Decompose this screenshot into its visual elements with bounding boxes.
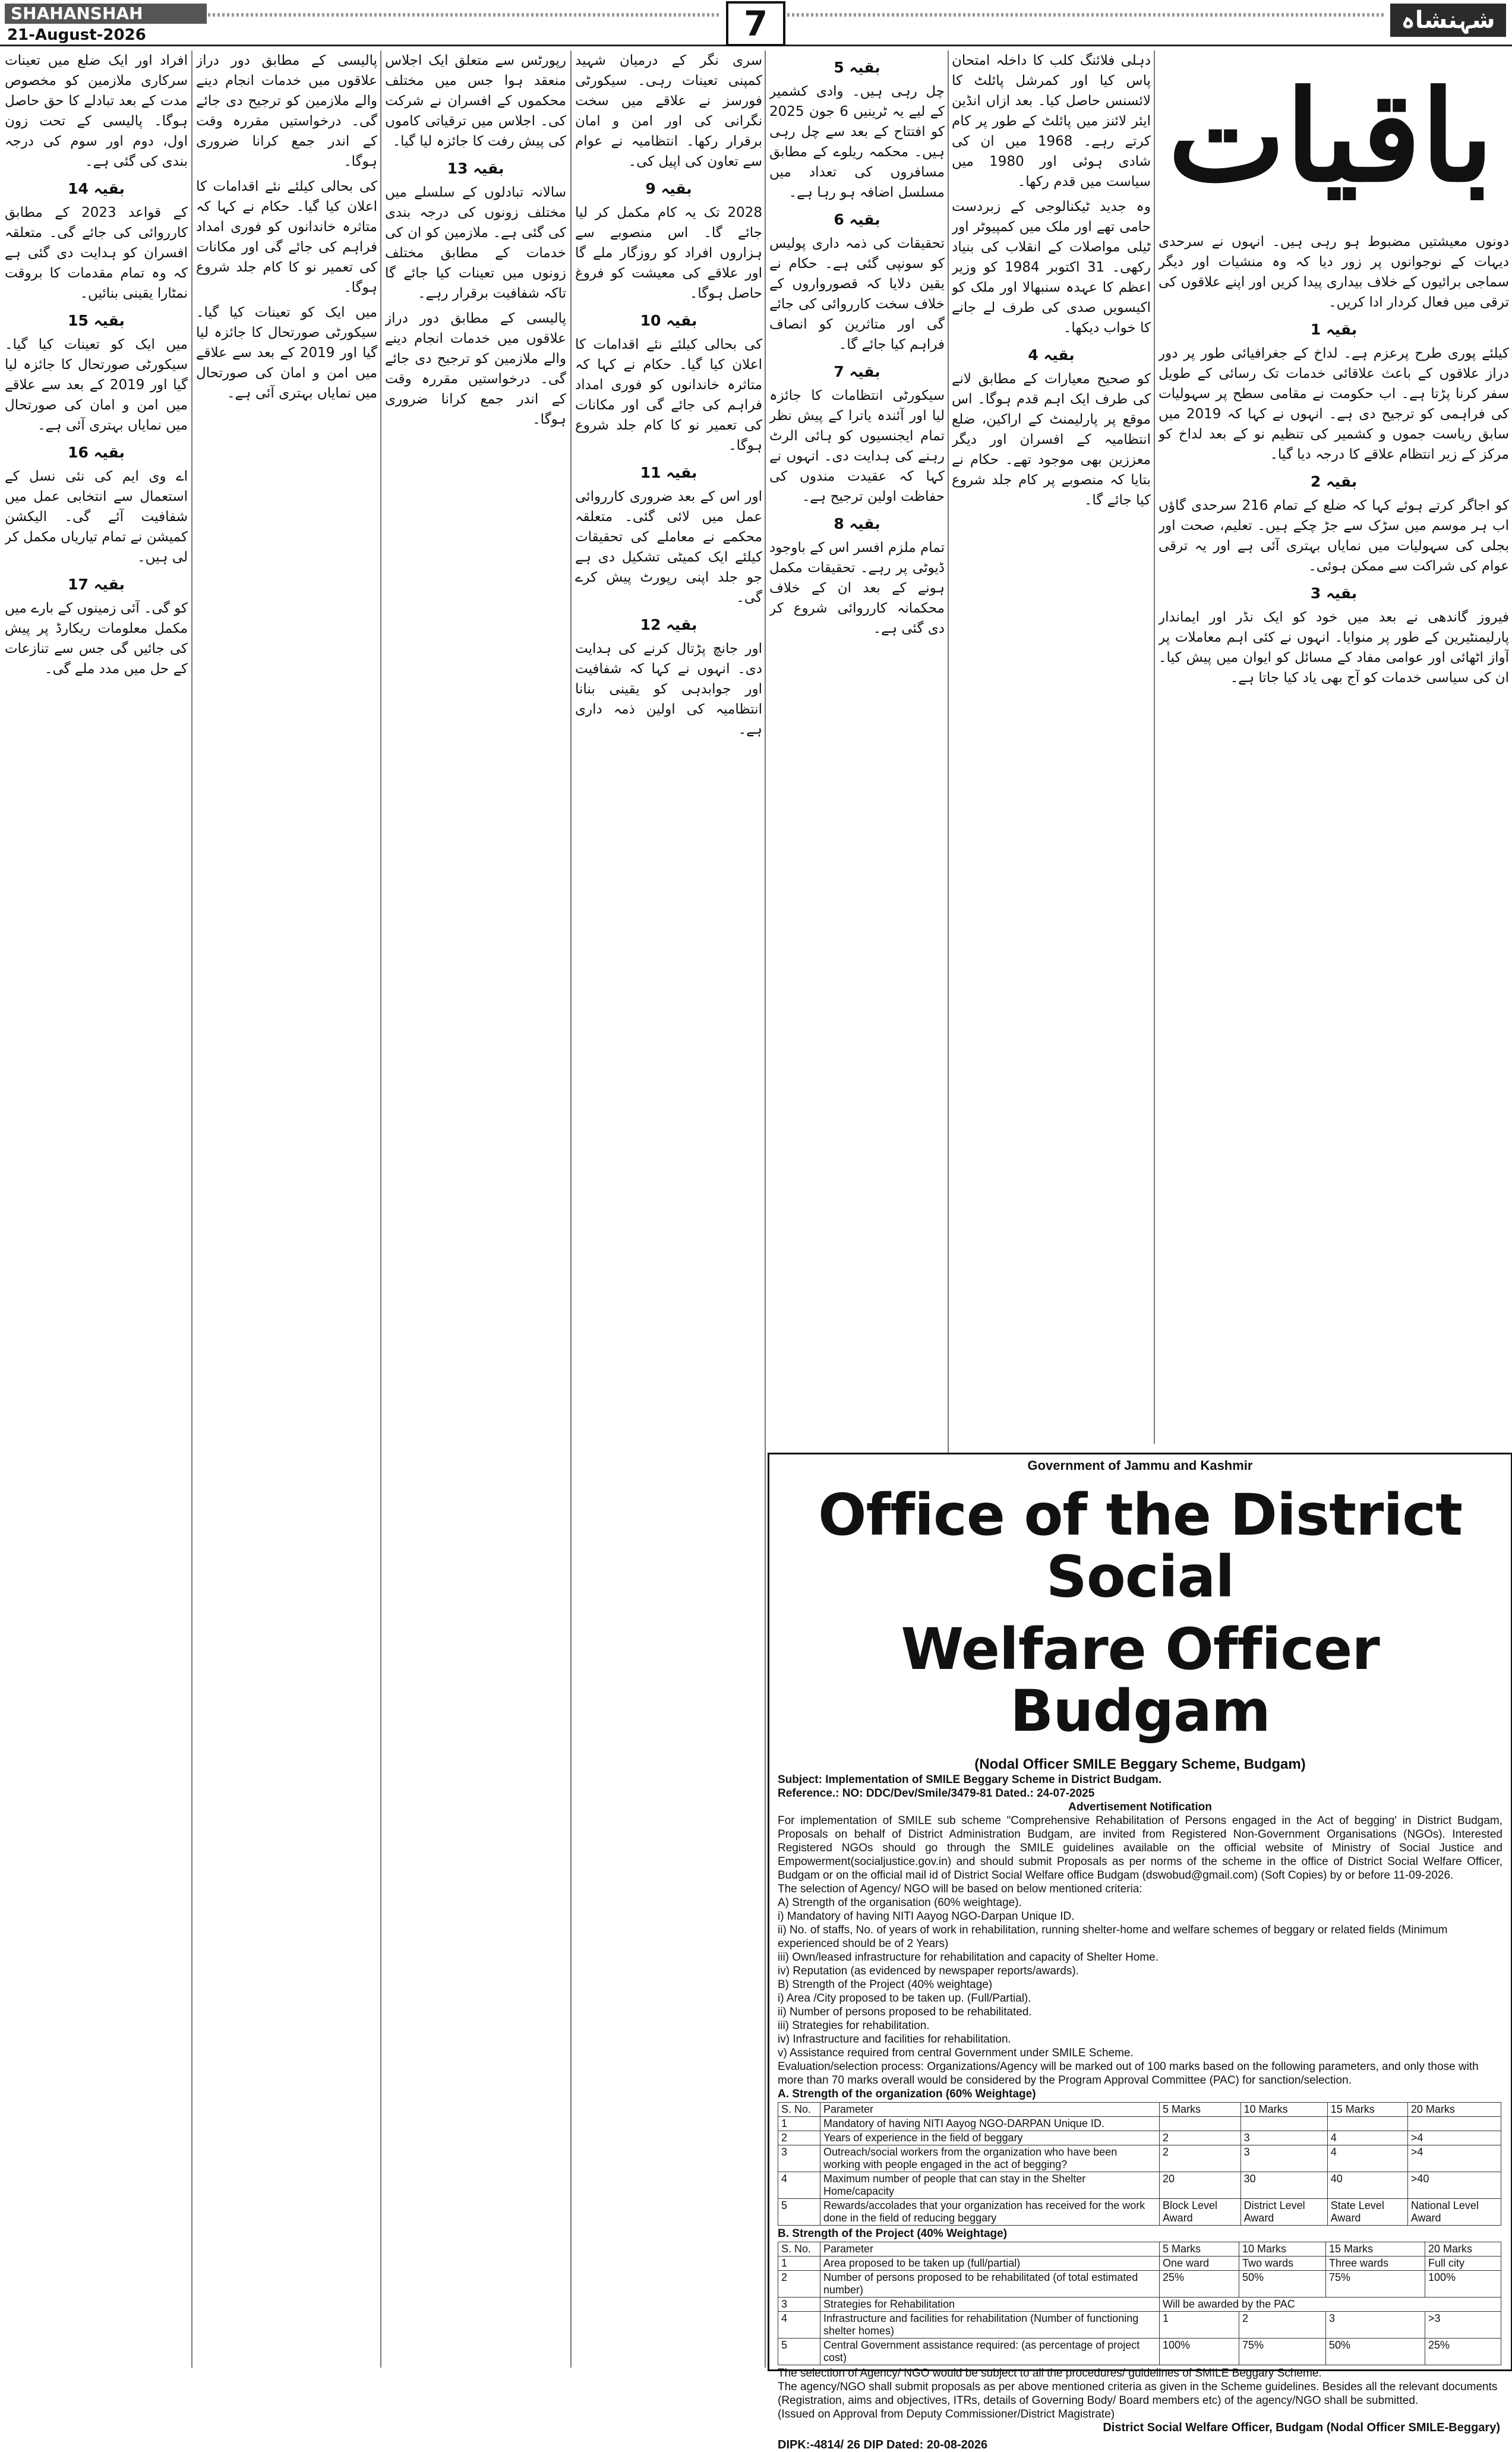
table-cell: 3	[1240, 2145, 1327, 2172]
page-title: باقیات	[1168, 63, 1494, 210]
table-header-cell: Parameter	[820, 2103, 1160, 2117]
ad-table-b	[778, 2242, 1501, 2365]
paragraph: سالانہ تبادلوں کے سلسلے میں مختلف زونوں کی درجہ بندی کی گئی ہے۔ ملازمین کو ان کی خدمات کے مطابق مختلف زونوں میں تعینات کیا جائے گا تاکہ شفافیت برقرار رہے۔	[385, 185, 566, 301]
table-cell: 50%	[1239, 2271, 1325, 2298]
paragraph: تمام ملزم افسر اس کے باوجود ڈیوٹی پر رہے۔ تحقیقات مکمل ہونے کے بعد ان کے خلاف محکمانہ کارروائی شروع کر دی گئی ہے۔	[769, 540, 945, 636]
ad-criteria-item: iii) Strategies for rehabilitation.	[778, 2019, 930, 2032]
table-header-cell: S. No.	[778, 2103, 820, 2117]
paragraph: کی بحالی کیلئے نئے اقدامات کا اعلان کیا گیا۔ حکام نے کہا کہ متاثرہ خاندانوں کو فوری امداد فراہم کی جائے گی اور مکانات کی تعمیر نو کا کام جلد شروع ہوگا۔	[196, 179, 377, 295]
paragraph: پالیسی کے مطابق دور دراز علاقوں میں خدمات انجام دینے والے ملازمین کو ترجیح دی جائے گی۔ درخواستیں مقررہ وقت کے اندر جمع کرانا ضروری ہوگا۔	[196, 53, 377, 169]
table-cell: Three wards	[1325, 2257, 1425, 2271]
table-cell: >3	[1425, 2312, 1501, 2339]
continuation-heading: بقیہ 12	[640, 616, 697, 633]
table-cell: Central Government assistance required: (as percentage of project cost)	[820, 2339, 1160, 2365]
table-row	[778, 2199, 1501, 2226]
table-row	[778, 2117, 1501, 2131]
government-advertisement	[768, 1453, 1512, 2451]
table-row	[778, 2298, 1501, 2312]
table-cell: >4	[1407, 2131, 1501, 2145]
table-cell: Strategies for Rehabilitation	[820, 2298, 1160, 2312]
paragraph: میں ایک کو تعینات کیا گیا۔ سیکورٹی صورتحال کا جائزہ لیا گیا اور 2019 کے بعد سے علاقے میں امن و امان کی صورتحال میں نمایاں بہتری آئی ہے۔	[196, 305, 377, 401]
table-cell: 5	[778, 2199, 820, 2226]
ad-evaluation-paragraph: Evaluation/selection process: Organizations/Agency will be marked out of 100 marks based on the following parameters, and only those with more than 70 marks overall would be considered by the Program Approval Committee (PAC) for sanction/selection.	[778, 2060, 1479, 2087]
paragraph: پالیسی کے مطابق دور دراز علاقوں میں خدمات انجام دینے والے ملازمین کو ترجیح دی جائے گی۔ درخواستیں مقررہ وقت کے اندر جمع کرانا ضروری ہوگا۔	[385, 311, 566, 427]
table-cell: Full city	[1425, 2257, 1501, 2271]
ad-criteria-item: v) Assistance required from central Government under SMILE Scheme.	[778, 2047, 1134, 2059]
ad-criteria-intro: The selection of Agency/ NGO will be based on below mentioned criteria:	[778, 1883, 1142, 1895]
continuation-heading: بقیہ 16	[68, 444, 125, 461]
table-header-cell: 10 Marks	[1240, 2103, 1327, 2117]
paragraph: میں ایک کو تعینات کیا گیا۔ سیکورٹی صورتحال کا جائزہ لیا گیا اور 2019 کے بعد سے علاقے میں امن و امان کی صورتحال میں نمایاں بہتری آئی ہے۔	[5, 337, 188, 433]
paragraph: کیلئے پوری طرح پرعزم ہے۔ لداخ کے جغرافیائی طور پر دور دراز علاقوں کے باعث علاقائی خدمات تک رسائی کے طویل سفر کرنا پڑتا ہے۔ اب حکومت نے مقامی سطح پر سہولیات کی فراہمی کو ترجیح دی ہے۔ انہوں نے کہا کہ 2019 میں سابق ریاست جموں و کشمیر کی تنظیم نو کے بعد لداخ کو مرکز کے زیر انتظام علاقے کا درجہ دیا گیا۔	[1159, 346, 1509, 462]
paper-logo: شہنشاہ	[1390, 4, 1506, 37]
article-column-1	[1159, 232, 1509, 1444]
paragraph: اے وی ایم کی نئی نسل کے استعمال سے انتخابی عمل میں شفافیت آئے گی۔ الیکشن کمیشن نے تمام تیاریاں مکمل کر لی ہیں۔	[5, 469, 188, 565]
table-cell: 3	[778, 2298, 820, 2312]
table-cell: Mandatory of having NITI Aayog NGO-DARPAN Unique ID.	[820, 2117, 1160, 2131]
table-header-cell: 20 Marks	[1425, 2242, 1501, 2257]
table-cell: Area proposed to be taken up (full/partial)	[820, 2257, 1160, 2271]
paragraph: کی بحالی کیلئے نئے اقدامات کا اعلان کیا گیا۔ حکام نے کہا کہ متاثرہ خاندانوں کو فوری امداد فراہم کی جائے گی اور مکانات کی تعمیر نو کا کام جلد شروع ہوگا۔	[575, 337, 762, 453]
continuation-heading: بقیہ 14	[68, 180, 125, 197]
ad-criteria-item: iv) Reputation (as evidenced by newspaper reports/awards).	[778, 1965, 1079, 1977]
table-cell: 75%	[1325, 2271, 1425, 2298]
table-row	[778, 2257, 1501, 2271]
ad-table-b-title: B. Strength of the Project (40% Weightage)	[778, 2227, 1008, 2240]
table-cell: 3	[778, 2145, 820, 2172]
continuation-heading: بقیہ 4	[1028, 346, 1075, 364]
ad-office-title-line1: Office of the District Social	[817, 1482, 1463, 1610]
table-cell: 2	[778, 2271, 820, 2298]
continuation-heading: بقیہ 1	[1310, 321, 1358, 338]
table-cell: 3	[1240, 2131, 1327, 2145]
paragraph: اور اس کے بعد ضروری کارروائی عمل میں لائی گئی۔ متعلقہ محکمے نے معاملے کی تحقیقات کیلئے ایک کمیٹی تشکیل دی ہے جو جلد اپنی رپورٹ پیش کرے گی۔	[575, 489, 762, 605]
article-column-6	[196, 51, 377, 2368]
table-cell: 1	[1160, 2312, 1239, 2339]
table-row	[778, 2312, 1501, 2339]
ad-dipk-number: DIPK:-4814/ 26 DIP Dated: 20-08-2026	[778, 2438, 988, 2451]
page-header	[0, 0, 1512, 46]
paragraph: کو صحیح معیارات کے مطابق لانے کی طرف ایک اہم قدم ہوگا۔ اس موقع پر پارلیمنٹ کے اراکین، ضلع انتظامیہ کے افسران اور دیگر معززین بھی موجود تھے۔ حکام نے بتایا کہ منصوبے پر کام جلد شروع کیا جائے گا۔	[952, 371, 1151, 508]
header-rule-left	[208, 13, 719, 17]
continuation-heading: بقیہ 15	[68, 312, 125, 329]
paragraph: سری نگر کے درمیان شہید کمپنی تعینات رہی۔ سیکورٹی فورسز نے علاقے میں سخت نگرانی کی اور امن و امان برقرار رکھا۔ انتظامیہ نے عوام سے تعاون کی اپیل کی۔	[575, 53, 762, 169]
article-column-3	[575, 51, 762, 2368]
table-cell: 4	[1327, 2145, 1407, 2172]
table-cell: Number of persons proposed to be rehabilitated (of total estimated number)	[820, 2271, 1160, 2298]
article-column-2b	[769, 51, 945, 1447]
table-cell: 2	[1239, 2312, 1325, 2339]
table-row	[778, 2131, 1501, 2145]
table-cell: 4	[778, 2312, 820, 2339]
table-cell: 3	[1325, 2312, 1425, 2339]
table-cell	[1407, 2117, 1501, 2131]
paper-name: SHAHANSHAH	[5, 4, 207, 24]
ad-criteria-item: i) Area /City proposed to be taken up. (Full/Partial).	[778, 1992, 1031, 2005]
table-header-cell: S. No.	[778, 2242, 820, 2257]
page-number: 7	[726, 1, 785, 46]
table-cell: District Level Award	[1240, 2199, 1327, 2226]
continuation-heading: بقیہ 9	[645, 180, 692, 197]
issue-date: 21-August-2026	[7, 26, 146, 44]
ad-footer-note: (Issued on Approval from Deputy Commissioner/District Magistrate)	[778, 2408, 1115, 2421]
paragraph: سیکورٹی انتظامات کا جائزہ لیا اور آئندہ یاترا کے پیش نظر تمام ایجنسیوں کو ہائی الرٹ رہنے کی ہدایت دی۔ انہوں نے کہا کہ عقیدت مندوں کی حفاظت اولین ترجیح ہے۔	[769, 388, 945, 504]
paragraph: کو اجاگر کرتے ہوئے کہا کہ ضلع کے تمام 216 سرحدی گاؤں اب ہر موسم میں سڑک سے جڑ چکے ہیں۔ تعلیم، صحت اور بجلی کی سہولیات میں نمایاں بہتری آئی ہے اور یہ ترقی عوام کی شراکت سے ممکن ہوئی۔	[1159, 498, 1509, 574]
table-row	[778, 2145, 1501, 2172]
ad-criteria-item: ii) No. of staffs, No. of years of work in rehabilitation, running shelter-home and welfare schemes of beggary or related fields (Minimum experienced should be of 2 Years)	[778, 1924, 1448, 1950]
paragraph: تحقیقات کی ذمہ داری پولیس کو سونپی گئی ہے۔ حکام نے یقین دلایا کہ قصورواروں کے خلاف سخت کارروائی کی جائے گی اور متاثرین کو انصاف فراہم کیا جائے گا۔	[769, 236, 945, 352]
table-cell: 1	[778, 2257, 820, 2271]
ad-criteria-item: B) Strength of the Project (40% weightage)	[778, 1978, 993, 1991]
paragraph: کے قواعد 2023 کے مطابق کارروائی کی جائے گی۔ متعلقہ افسران کو ہدایت دی گئی ہے کہ وہ تمام مقدمات کا بروقت نمٹارا یقینی بنائیں۔	[5, 205, 188, 301]
column-separator	[570, 51, 572, 2368]
paragraph: دہلی فلائنگ کلب کا داخلہ امتحان پاس کیا اور کمرشل پائلٹ کا لائسنس حاصل کیا۔ بعد ازاں انڈین ایئر لائنز میں پائلٹ کے طور پر کام کرتے رہے۔ 1968 میں ان کی شادی ہوئی اور 1980 میں سیاست میں قدم رکھا۔	[952, 53, 1151, 190]
table-header-cell: 15 Marks	[1327, 2103, 1407, 2117]
ad-notice-title: Advertisement Notification	[1068, 1801, 1212, 1813]
table-cell	[1240, 2117, 1327, 2131]
table-header-row	[778, 2242, 1501, 2257]
continuation-heading: بقیہ 8	[834, 515, 880, 532]
paragraph: رپورٹس سے متعلق ایک اجلاس منعقد ہوا جس میں مختلف محکموں کے افسران نے شرکت کی۔ اجلاس میں ترقیاتی کاموں کی پیش رفت کا جائزہ لیا گیا۔	[385, 53, 566, 149]
header-rule-right	[787, 13, 1384, 17]
ad-intro-paragraph: For implementation of SMILE sub scheme "Comprehensive Rehabilitation of Persons engaged in the Act of begging' in District Budgam, Proposals on behalf of District Administration Budgam, are invited from Registered Non-Government Organisations (NGOs). Interested Registered NGOs should go through the SMILE guidelines available on the official website of Ministry of Social Justice and Empowerment(socialjustice.gov.in) and should submit Proposals as per norms of the scheme in the office of District Social Welfare Officer, Budgam or on the official mail id of District Social Welfare office Budgam (dswobud@gmail.com) (Soft Copies) by or before 11-09-2026.	[778, 1814, 1502, 1882]
ad-subject: Subject: Implementation of SMILE Beggary Scheme in District Budgam.	[778, 1773, 1162, 1786]
table-cell: >40	[1407, 2172, 1501, 2199]
table-cell: 100%	[1425, 2271, 1501, 2298]
table-cell: 4	[778, 2172, 820, 2199]
ad-table-a	[778, 2102, 1501, 2226]
paragraph: چل رہی ہیں۔ وادی کشمیر کے لیے یہ ٹرینیں 6 جون 2025 کو افتتاح کے بعد سے چل رہی ہیں۔ محکمہ ریلوے کے مطابق مسافروں کی تعداد میں مسلسل اضافہ ہو رہا ہے۔	[769, 84, 945, 200]
table-cell: Maximum number of people that can stay in the Shelter Home/capacity	[820, 2172, 1160, 2199]
article-column-2	[952, 51, 1151, 1447]
ad-criteria-item: iv) Infrastructure and facilities for rehabilitation.	[778, 2033, 1011, 2046]
table-cell: Years of experience in the field of beggary	[820, 2131, 1160, 2145]
table-cell	[1327, 2117, 1407, 2131]
ad-criteria-item: ii) Number of persons proposed to be rehabilitated.	[778, 2006, 1032, 2018]
table-cell: 20	[1160, 2172, 1241, 2199]
article-column-4	[385, 51, 566, 2368]
ad-footer-note: The selection of Agency/ NGO would be subject to all the procedures/ guidelines of SMILE Beggary Scheme.	[778, 2367, 1322, 2380]
continuation-heading: بقیہ 6	[834, 211, 880, 228]
paragraph: کو گی۔ آئی زمینوں کے بارے میں مکمل معلومات ریکارڈ پر پیش کی جائیں گی جس سے تنازعات کے حل میں مدد ملے گی۔	[5, 601, 188, 677]
table-cell: 25%	[1160, 2271, 1239, 2298]
table-cell: State Level Award	[1327, 2199, 1407, 2226]
ad-office-title-line2: Welfare Officer Budgam	[901, 1616, 1380, 1744]
table-header-row	[778, 2103, 1501, 2117]
table-cell: 50%	[1325, 2339, 1425, 2365]
ad-nodal-officer: (Nodal Officer SMILE Beggary Scheme, Budgam)	[974, 1756, 1306, 1772]
table-cell: One ward	[1160, 2257, 1239, 2271]
table-cell: 2	[778, 2131, 820, 2145]
table-cell: 1	[778, 2117, 820, 2131]
table-cell: Outreach/social workers from the organization who have been working with people engaged in the act of begging?	[820, 2145, 1160, 2172]
ad-criteria-item: iii) Own/leased infrastructure for rehabilitation and capacity of Shelter Home.	[778, 1951, 1159, 1964]
ad-reference: Reference.: NO: DDC/Dev/Smile/3479-81 Dated.: 24-07-2025	[778, 1787, 1095, 1800]
table-header-cell: 5 Marks	[1160, 2242, 1239, 2257]
table-header-cell: 15 Marks	[1325, 2242, 1425, 2257]
table-row	[778, 2339, 1501, 2365]
column-separator	[765, 51, 766, 2368]
ad-signature: District Social Welfare Officer, Budgam (Nodal Officer SMILE-Beggary)	[1103, 2421, 1500, 2434]
table-header-cell: 5 Marks	[1160, 2103, 1241, 2117]
ad-government-name: Government of Jammu and Kashmir	[1027, 1458, 1253, 1473]
table-cell: 5	[778, 2339, 820, 2365]
table-row	[778, 2271, 1501, 2298]
ad-footer-note: The agency/NGO shall submit proposals as per above mentioned criteria as given in the Scheme guidelines. Besides all the relevant documents (Registration, aims and objectives, ITRs, details of Governing Body/ Board members etc) of the agency/NGO shall be submitted.	[778, 2381, 1498, 2407]
continuation-heading: بقیہ 5	[834, 59, 880, 76]
continuation-heading: بقیہ 11	[640, 464, 697, 481]
column-separator	[191, 51, 192, 2368]
column-separator	[380, 51, 381, 2368]
paragraph: وہ جدید ٹیکنالوجی کے زبردست حامی تھے اور ملک میں کمپیوٹر اور ٹیلی مواصلات کے انقلاب کی بنیاد رکھی۔ 31 اکتوبر 1984 کو وزیر اعظم کا عہدہ سنبھالا اور ملک کو اکیسویں صدی کی طرف لے جانے کا خواب دیکھا۔	[952, 199, 1151, 336]
table-cell: Infrastructure and facilities for rehabilitation (Number of functioning shelter homes)	[820, 2312, 1160, 2339]
paragraph: افراد اور ایک ضلع میں تعینات سرکاری ملازمین کو مخصوص مدت کے بعد تبادلے کا حق حاصل ہوگا۔ پالیسی کے تحت زون اول، دوم اور سوم کی درجہ بندی کی گئی ہے۔	[5, 53, 188, 169]
ad-criteria-item: A) Strength of the organisation (60% weightage).	[778, 1896, 1022, 1909]
table-cell: 2	[1160, 2145, 1241, 2172]
table-cell: Two wards	[1239, 2257, 1325, 2271]
continuation-heading: بقیہ 17	[68, 576, 125, 593]
column-separator	[1154, 51, 1155, 1444]
table-header-cell: 10 Marks	[1239, 2242, 1325, 2257]
paragraph: اور جانچ پڑتال کرنے کی ہدایت دی۔ انہوں نے کہا کہ شفافیت اور جوابدہی کو یقینی بنانا انتظامیہ کی اولین ذمہ داری ہے۔	[575, 641, 762, 737]
table-cell: 75%	[1239, 2339, 1325, 2365]
continuation-heading: بقیہ 10	[640, 312, 697, 329]
ad-table-a-title: A. Strength of the organization (60% Weightage)	[778, 2088, 1036, 2100]
continuation-heading: بقیہ 7	[834, 363, 880, 380]
table-cell: Block Level Award	[1160, 2199, 1241, 2226]
table-cell: Will be awarded by the PAC	[1160, 2298, 1501, 2312]
table-cell: >4	[1407, 2145, 1501, 2172]
table-cell: 2	[1160, 2131, 1241, 2145]
table-header-cell: Parameter	[820, 2242, 1160, 2257]
table-cell: 100%	[1160, 2339, 1239, 2365]
paragraph: 2028 تک یہ کام مکمل کر لیا جائے گا۔ اس منصوبے سے ہزاروں افراد کو روزگار ملے گا اور علاقے کی معیشت کو فروغ حاصل ہوگا۔	[575, 205, 762, 301]
ad-criteria-item: i) Mandatory of having NITI Aayog NGO-Darpan Unique ID.	[778, 1910, 1075, 1923]
table-cell: 40	[1327, 2172, 1407, 2199]
paragraph: فیروز گاندھی نے بعد میں خود کو ایک نڈر اور ایماندار پارلیمنٹیرین کے طور پر منوایا۔ انہوں نے کئی اہم معاملات پر آواز اٹھائی اور عوامی مفاد کے مسائل کو ایوان میں پیش کیا۔ ان کی سیاسی خدمات کو آج بھی یاد کیا جاتا ہے۔	[1159, 610, 1509, 686]
table-cell	[1160, 2117, 1241, 2131]
table-cell: National Level Award	[1407, 2199, 1501, 2226]
continuation-heading: بقیہ 2	[1310, 473, 1358, 490]
article-column-5	[5, 51, 188, 2368]
table-row	[778, 2172, 1501, 2199]
paragraph: دونوں معیشتیں مضبوط ہو رہی ہیں۔ انہوں نے سرحدی دیہات کے نوجوانوں پر زور دیا کہ وہ منشیات اور دیگر سماجی برائیوں کے خلاف بیداری پیدا کریں اور اپنے علاقوں کی ترقی میں فعال کردار ادا کریں۔	[1159, 234, 1509, 310]
table-header-cell: 20 Marks	[1407, 2103, 1501, 2117]
table-cell: 25%	[1425, 2339, 1501, 2365]
table-cell: 30	[1240, 2172, 1327, 2199]
table-cell: Rewards/accolades that your organization has received for the work done in the field of reducing beggary	[820, 2199, 1160, 2226]
table-cell: 4	[1327, 2131, 1407, 2145]
continuation-heading: بقیہ 3	[1310, 585, 1358, 602]
continuation-heading: بقیہ 13	[447, 160, 504, 177]
